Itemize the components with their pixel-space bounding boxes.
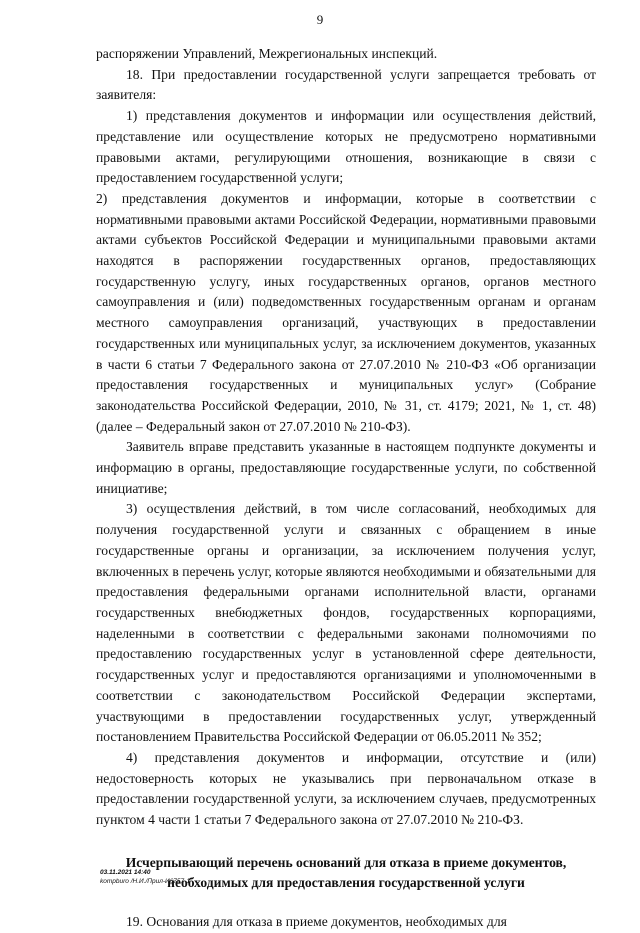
footer-user: kompburo /Н.И./Прил-И6757-1 <box>100 877 190 885</box>
paragraph: распоряжении Управлений, Межрегиональных инспекций. <box>96 46 438 61</box>
footer-date: 03.11.2021 14:40 <box>100 869 151 876</box>
page-number: 9 <box>316 12 324 27</box>
paragraph: 18. При предоставлении государственной услуги запрещается требовать от заявителя: <box>96 66 596 103</box>
document-body <box>96 44 596 933</box>
footer-stamp <box>100 869 190 886</box>
paragraph: 1) представления документов и информации или осуществления действий, представление или осуществление которых не предусмотрено нормативными правовыми актами, регулирующими отношения, возникающие в связи с предоставлением государственной услуги; <box>96 108 596 186</box>
paragraph: 4) представления документов и информации, отсутствие и (или) недостоверность которых не указывались при первоначальном отказе в предоставлении государственной услуги, за исключением случаев, предусмотренных пунктом 4 части 1 статьи 7 Федерального закона от 27.07.2010 № 210-ФЗ. <box>96 749 596 828</box>
paragraph: 2) представления документов и информации, которые в соответствии с нормативными правовыми актами Российской Федерации, нормативными правовыми актами субъектов Российской Федерации и муниципальными правовыми актами находятся в распоряжении государственных органов, предоставляющих государственную услугу, иных государственных органов, органов местного самоуправления и (или) подведомственных государственным органам и органам местного самоуправления организаций, участвующих в предоставлении государственных или муниципальных услуг, за исключением документов, указанных в части 6 статьи 7 Федерального закона от 27.07.2010 № 210-ФЗ «Об организации предоставления государственных и муниципальных услуг» (Собрание законодательства Российской Федерации, 2010, № 31, ст. 4179; 2021, № 1, ст. 48) (далее – Федеральный закон от 27.07.2010 № 210-ФЗ). <box>96 190 596 434</box>
paragraph: 19. Основания для отказа в приеме документов, необходимых для <box>126 914 507 930</box>
section-heading: Исчерпывающий перечень оснований для отказа в приеме документов, необходимых для предоставления государственной услуги <box>125 854 567 891</box>
paragraph: 3) осуществления действий, в том числе согласований, необходимых для получения государственной услуги и связанных с обращением в иные государственные органы и организации, за исключением получения услуг, включенных в перечень услуг, которые являются необходимыми и обязательными для предоставления федеральными органами исполнительной власти, органами государственных внебюджетных фондов, государственных корпорациями, наделенными в соответствии с федеральными законами полномочиями по предоставлению государственных услуг в установленной сфере деятельности, государственных услуг и предоставляются организациями и уполномоченными в соответствии с законодательством Российской Федерации экспертами, участвующими в предоставлении государственных услуг, утвержденный постановлением Правительства Российской Федерации от 06.05.2011 № 352; <box>96 501 596 745</box>
paragraph: Заявитель вправе представить указанные в настоящем подпункте документы и информацию в органы, предоставляющие государственные услуги, по собственной инициативе; <box>96 439 596 496</box>
